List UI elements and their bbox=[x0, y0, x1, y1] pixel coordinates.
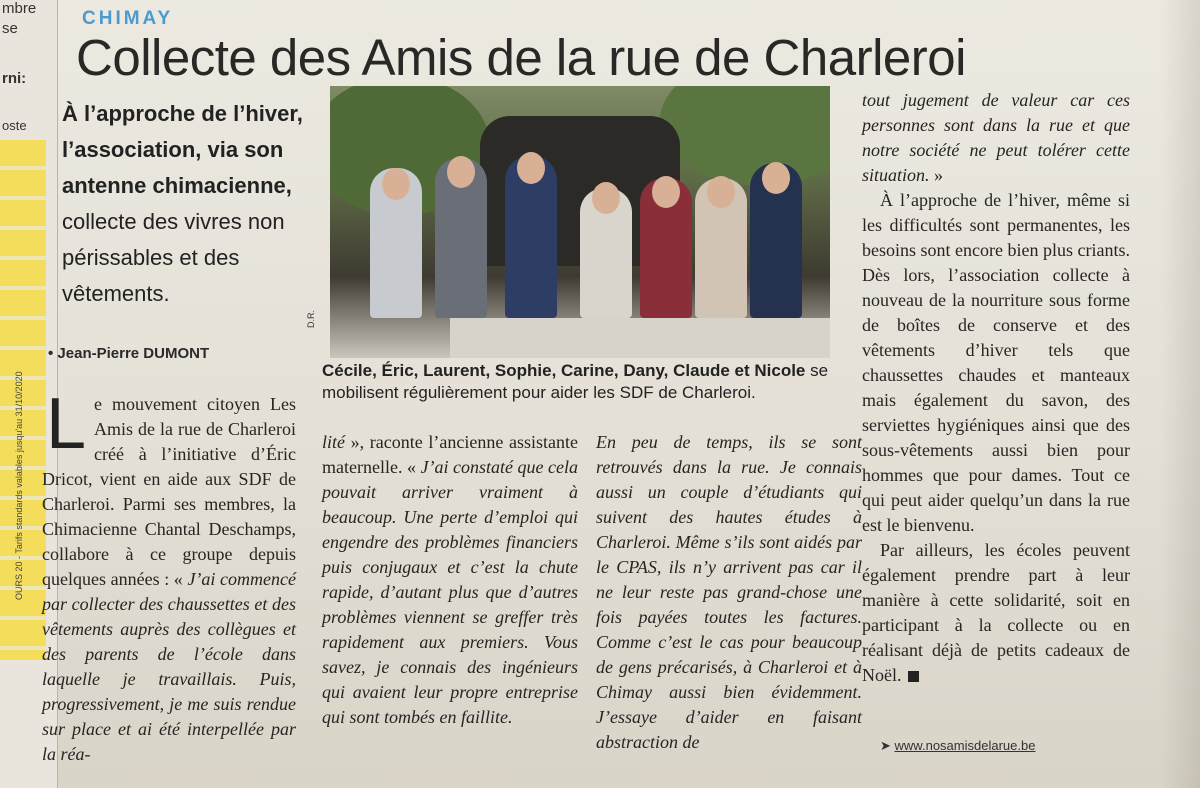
adjacent-text-fragment: se bbox=[2, 20, 18, 37]
end-mark-icon bbox=[908, 671, 919, 682]
col4-quote: tout jugement de valeur car ces personnes sont dans la rue et que notre société ne peut tolérer cette situation. bbox=[862, 90, 1130, 185]
photo-head bbox=[382, 168, 410, 200]
byline: • Jean-Pierre DUMONT bbox=[48, 345, 210, 362]
col4-final-text: Par ailleurs, les écoles peuvent également prendre part à leur manière à cette solidarité, soit en participant à la collecte ou en réalisant déjà de petits cadeaux de Noël. bbox=[862, 540, 1130, 685]
col3-quote: En peu de temps, ils se sont retrouvés dans la rue. Je connais aussi un couple d’étudiants qui suivent des hautes études à Charleroi. Même s’ils sont aidés par le CPAS, ils n’y arrivent pas car il ne leur reste pas grand-chose une fois payées toutes les factures. Comme c’est le cas pour beaucoup de gens précarisés, à Charleroi et à Chimay aussi bien évidemment. J’essaye d’aider en faisant abstraction de bbox=[596, 432, 862, 752]
photo-head bbox=[762, 162, 790, 194]
lead-regular: collecte des vivres non périssables et des vêtements. bbox=[62, 209, 285, 306]
col1-text: e mouvement citoyen Les Amis de la rue de Charleroi créé à l’initiative d’Éric Dricot, vient en aide aux SDF de Charleroi. Parmi ses membres, la Chimacienne Chantal Deschamps, collabore à ce groupe depuis quelques années : « bbox=[42, 394, 296, 589]
article-column-3 bbox=[596, 430, 862, 755]
caption-text: se mobilisent régulièrement pour aider les SDF de Charleroi. bbox=[322, 361, 829, 402]
col1-quote: J’ai commencé par collecter des chaussettes et des vêtements auprès des collègues et des parents de l’école dans laquelle je travaillais. Puis, progressivement, je me suis rendue sur place et ai été interpellée par la réa- bbox=[42, 569, 296, 764]
photo-head bbox=[652, 176, 680, 208]
col4-paragraph: À l’approche de l’hiver, même si les difficultés sont permanentes, les besoins sont encore bien plus criants. Dès lors, l’association collecte à nouveau de la nourriture sous forme de boîtes de conserve et des vêtements d’hiver tels que chaussettes chaudes et manteaux mais également du savon, des serviettes hygiéniques ainsi que des sous-vêtements aussi bien pour hommes que pour dames. Tout ce qui peut aider quelqu’un dans la rue est le bienvenu. bbox=[862, 190, 1130, 535]
article-column-2 bbox=[322, 430, 578, 730]
adjacent-text-fragment: rni: bbox=[2, 70, 27, 87]
article-column-1 bbox=[42, 384, 296, 767]
photo-head bbox=[592, 182, 620, 214]
website-reference[interactable] bbox=[880, 738, 1035, 754]
col4-paragraph-final bbox=[862, 538, 1130, 688]
section-kicker: CHIMAY bbox=[82, 8, 174, 29]
drop-cap: L bbox=[46, 384, 87, 464]
article-headline: Collecte des Amis de la rue de Charleroi bbox=[76, 29, 966, 86]
photo-caption bbox=[322, 360, 842, 404]
col4-quote-end: » bbox=[934, 165, 944, 185]
arrow-icon: ➤ bbox=[880, 738, 891, 753]
website-link[interactable]: www.nosamisdelarue.be bbox=[894, 738, 1036, 753]
photo-head bbox=[517, 152, 545, 184]
photo-credit: D.R. bbox=[306, 310, 316, 328]
caption-names: Cécile, Éric, Laurent, Sophie, Carine, Dany, Claude et Nicole bbox=[322, 361, 806, 380]
adjacent-text-fragment: mbre bbox=[2, 0, 37, 17]
photo-table bbox=[450, 318, 830, 358]
photo-tree bbox=[660, 86, 830, 186]
col2-text: », raconte l’ancienne assistante maternelle. « bbox=[322, 432, 579, 477]
article-column-4 bbox=[862, 88, 1130, 688]
page-shadow bbox=[1160, 0, 1200, 788]
vertical-fine-print: OURS 20 - Tarifs standards valables jusqu'au 31/10/2020 bbox=[14, 371, 24, 600]
photo-head bbox=[707, 176, 735, 208]
col2-quote-start: lité bbox=[322, 432, 345, 452]
photo-head bbox=[447, 156, 475, 188]
adjacent-text-fragment: oste bbox=[2, 118, 27, 133]
article-lead bbox=[62, 96, 312, 312]
group-photo bbox=[330, 86, 830, 358]
col2-quote: J’ai constaté que cela pouvait arriver vraiment à beaucoup. Une perte d’emploi qui engendre des problèmes financiers puis conjugaux et c’est la chute rapide, d’autant plus que d’autres problèmes viennent se greffer très rapidement aux premiers. Vous savez, je connais des ingénieurs qui avaient leur propre entreprise qui sont tombés en faillite. bbox=[322, 457, 578, 727]
lead-bold: À l’approche de l’hiver, l’association, via son antenne chimacienne, bbox=[62, 101, 303, 198]
